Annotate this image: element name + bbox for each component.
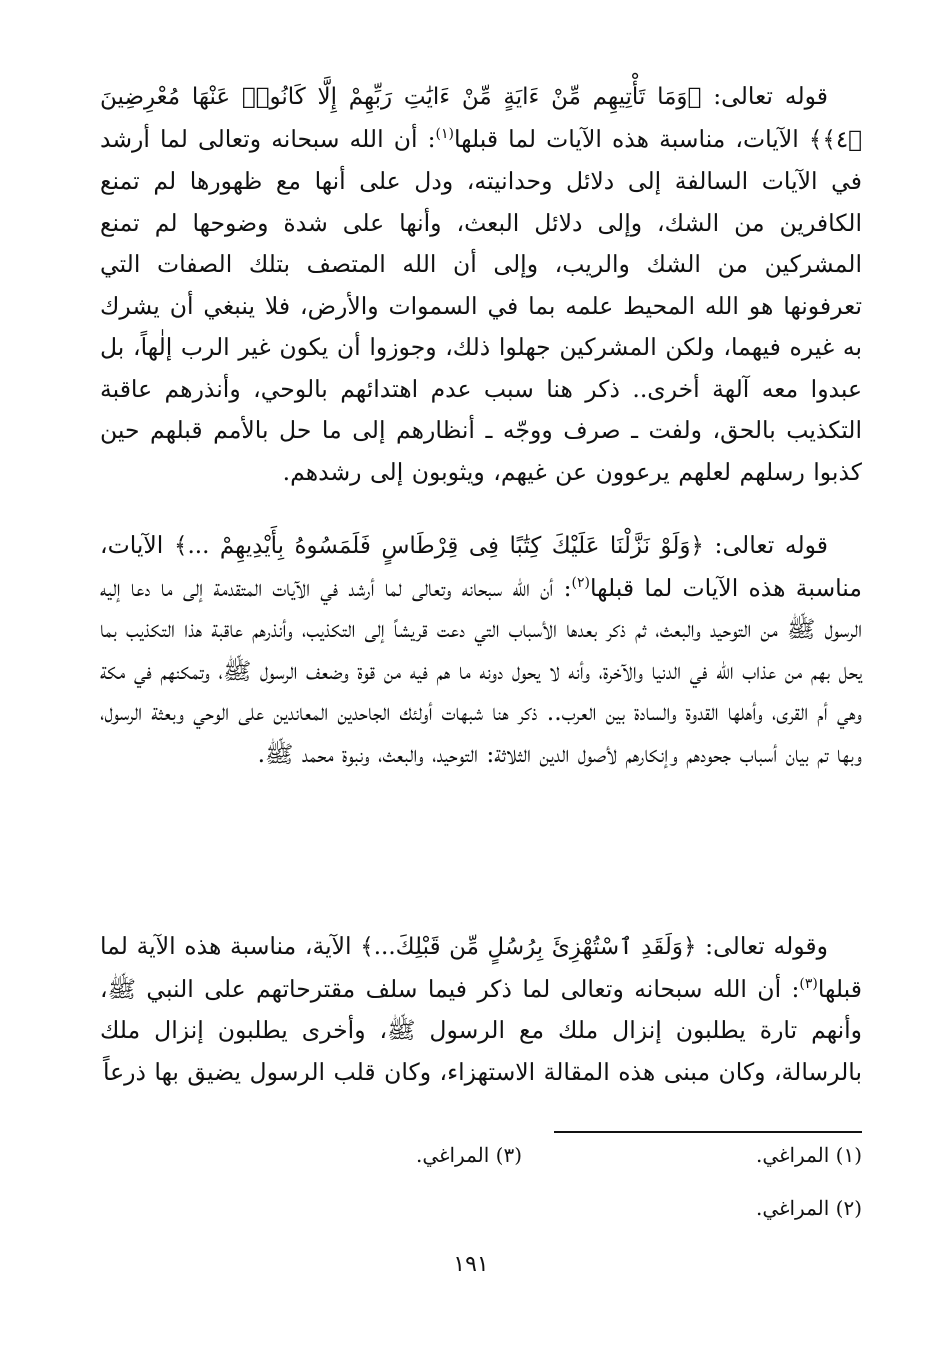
paragraph-3-intro: وقوله تعالى: bbox=[696, 932, 828, 960]
paragraph-2-intro: قوله تعالى: bbox=[703, 531, 828, 559]
paragraph-2-text-b: : أن اللّه سبحانه وتعالى لما أرشد في الآيات المتقدمة إلى ما دعا إليه الرسول ﷺ من التوحيد والبعث، ثم ذكر بعدها الأسباب التي دعت قريشاً إلى التكذيب، وأنذرهم عاقبة هذا التكذيب بما يحل بهم من عذاب الله في الدنيا والآخرة، وأنه لا يحول دونه ما هم فيه من قوة وضعف الرسول ﷺ، وتمكنهم في مكة وهي أم القرى، وأهلها القدوة والسادة بين العرب.. ذكر هنا شبهات أولئك الجاحدين المعاندين على الوحي وبعثة الرسول، وبها تم بيان أسباب جحودهم وإنكارهم لأصول الدين الثلاثة: التوحيد، والبعث، ونبوة محمد ﷺ. bbox=[100, 573, 862, 768]
paragraph-1-text-a: الآيات، مناسبة هذه الآيات لما قبلها bbox=[453, 124, 809, 153]
page-number: ١٩١ bbox=[453, 1252, 489, 1277]
paragraph-3-text-b: : أن الله سبحانه وتعالى لما ذكر فيما سلف مقترحاتهم على النبي ﷺ، وأنهم تارة يطلبون إنزال ملك مع الرسول ﷺ، وأخرى يطلبون إنزال ملك بالرسالة، وكان مبنى هذه المقالة الاستهزاء، وكان قلب الرسول يضيق بها ذرعاً bbox=[100, 974, 862, 1086]
paragraph-1 bbox=[100, 76, 862, 493]
footnote-marker-3[interactable]: (٣) bbox=[799, 975, 818, 992]
paragraph-3-text-a: الآية، مناسبة هذه الآية لما قبلها bbox=[100, 932, 862, 1003]
footnote-1: (١) المراغي. bbox=[755, 1143, 862, 1167]
footnote-3: (٣) المراغي. bbox=[415, 1143, 522, 1167]
footnote-2: (٢) المراغي. bbox=[755, 1196, 862, 1220]
paragraph-2 bbox=[100, 525, 862, 775]
footnote-divider bbox=[554, 1131, 862, 1133]
paragraph-2-verse: ﴿وَلَوْ نَزَّلْنَا عَلَيْكَ كِتَٰبًا فِى قِرْطَاسٍ فَلَمَسُوهُ بِأَيْدِيهِمْ ...﴾ bbox=[173, 533, 704, 559]
footnote-marker-1[interactable]: (١) bbox=[435, 125, 454, 142]
paragraph-2-text-a: الآيات، مناسبة هذه الآيات لما قبلها bbox=[100, 531, 862, 602]
footnote-marker-2[interactable]: (٢) bbox=[571, 574, 590, 591]
paragraph-1-intro: قوله تعالى: bbox=[701, 82, 829, 110]
paragraph-1-text-b: : أن الله سبحانه وتعالى لما أرشد في الآيات السالفة إلى دلائل وحدانيته، ودل على أنها مع ظهورها لم تمنع الكافرين من الشك، وإلى دلائل البعث، وأنها على شدة وضوحها لم تمنع المشركين من الشك والريب، وإلى أن الله المتصف بتلك الصفات التي تعرفونها هو الله المحيط علمه بما في السموات والأرض، فلا ينبغي أن يشرك به غيره فيهما، ولكن المشركين جهلوا ذلك، وجوزوا أن يكون غير الرب إلٰهاً، بل عبدوا معه آلهة أخرى.. ذكر هنا سبب عدم اهتدائهم بالوحي، وأنذرهم عاقبة التكذيب بالحق، ولفت ـ صرف ووجّه ـ أنظارهم إلى ما حل بالأمم قبلهم حين كذبوا رسلهم لعلهم يرعوون عن غيهم، ويثوبون إلى رشدهم. bbox=[100, 124, 862, 486]
paragraph-3-verse: ﴿وَلَقَدِ ٱسْتُهْزِئَ بِرُسُلٍ مِّن قَبْلِكَ...﴾ bbox=[360, 934, 697, 960]
paragraph-1-verse: ﴿وَمَا تَأْتِيهِم مِّنْ ءَايَةٍ مِّنْ ءَايَٰتِ رَبِّهِمْ إِلَّا كَانُوا۟ عَنْهَا مُعْرِضِينَ ﴿٤﴾﴾ bbox=[100, 84, 862, 153]
paragraph-3 bbox=[100, 926, 862, 1093]
